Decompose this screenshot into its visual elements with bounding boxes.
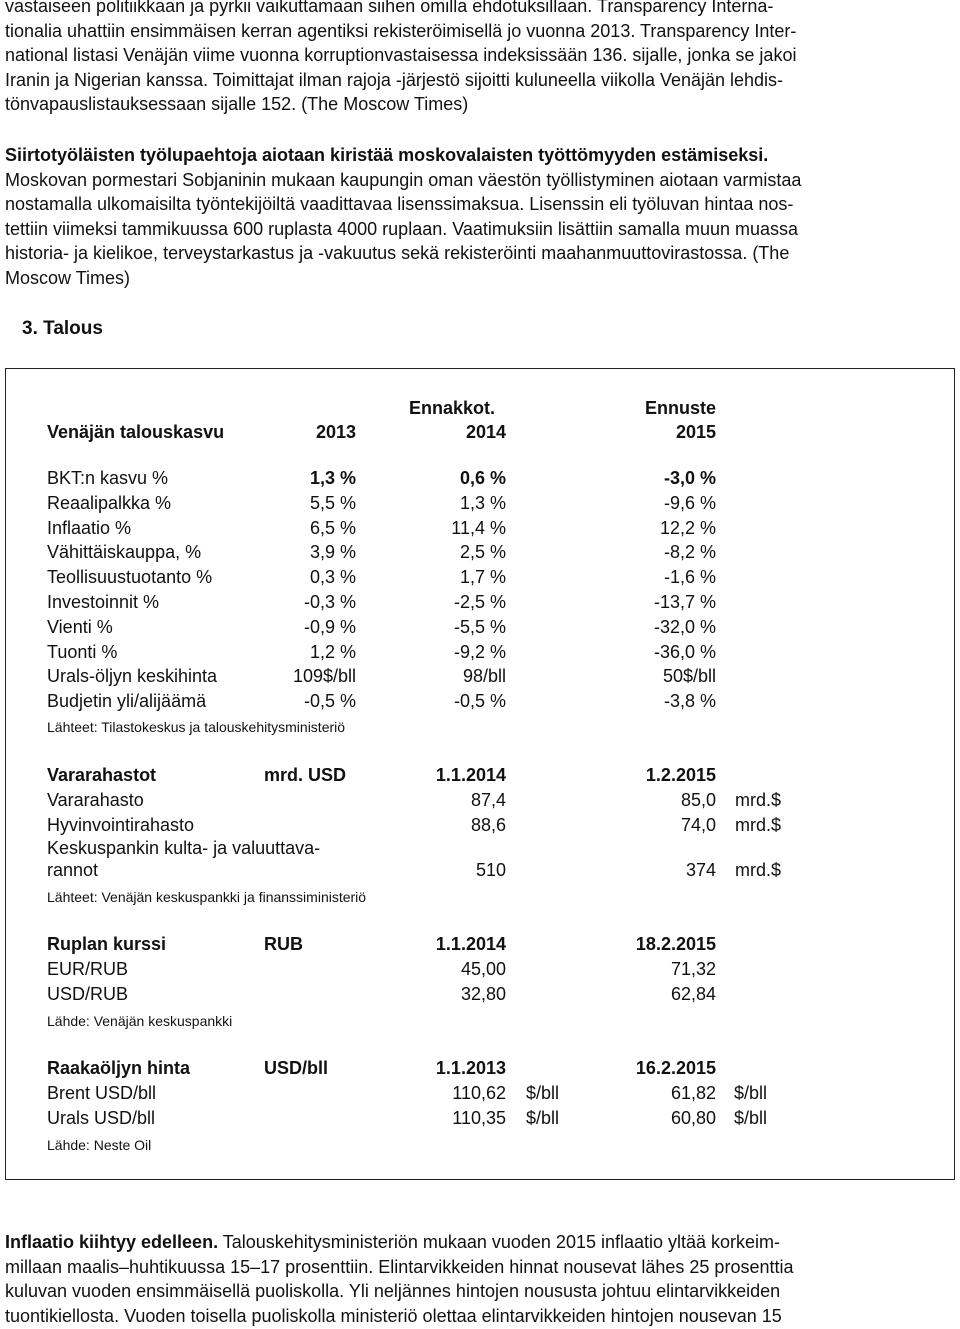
row-label: BKT:n kasvu % [47,468,169,488]
cell-value: 110,35 [452,1108,506,1128]
row-label: Keskuspankin kulta- ja valuuttava- [47,838,321,858]
cell-unit: mrd.$ [735,790,782,810]
cell-value: 1,7 % [459,567,506,588]
row-label: rannot [47,860,99,880]
text-line: tettiin viimeksi tammikuussa 600 ruplasta 4000 ruplaan. Vaatimuksiin lisättiin samalla muun muassa [5,218,799,239]
cell-value: 11,4 % [451,517,506,538]
cell-unit: mrd.$ [735,860,782,880]
col-header: 2015 [675,422,716,442]
cell-value: 32,80 [460,984,506,1004]
cell-value: 87,4 [470,790,506,810]
text-line: tionalia uhattiin ensimmäisen kerran agentiksi rekisteröimisellä jo vuonna 2013. Transparency Inter- [5,20,797,41]
cell-value: 85,0 [680,790,716,810]
cell-value: -9,2 % [453,641,506,662]
cell-value: -8,2 % [663,542,716,563]
row-label: Brent USD/bll [47,1083,157,1103]
cell-unit: mrd.$ [735,815,782,835]
cell-value: -3,0 % [663,468,716,488]
col-header: 1.1.2014 [435,934,506,954]
col-header: 2013 [315,422,356,442]
cell-value: 60,80 [670,1108,716,1128]
cell-value: 510 [475,860,506,880]
col-header: 16.2.2015 [635,1058,716,1078]
text-line: tönvapauslistauksessaan sijalle 152. (The Moscow Times) [5,94,469,114]
cell-value: 74,0 [680,815,716,835]
cell-value: -0,5 % [453,691,506,712]
paragraph-title: Siirtotyöläisten työlupaehtoja aiotaan kiristää moskovalaisten työttömyyden estämiseksi. [5,145,769,165]
cell-value: 1,3 % [459,492,506,513]
col-header: RUB [264,934,303,954]
cell-value: 12,2 % [659,517,716,538]
row-label: Urals USD/bll [47,1108,156,1128]
table-title: Vararahastot [47,765,157,785]
cell-value: 0,6 % [459,468,506,488]
row-label: Inflaatio % [47,517,132,538]
cell-value: -5,5 % [453,616,506,637]
cell-value: -13,7 % [653,592,716,612]
row-label: Tuonti % [47,641,118,662]
cell-value: -0,5 % [303,691,356,712]
col-header-top: Ennuste [644,398,716,418]
text-line: Iranin ja Nigerian kanssa. Toimittajat ilman rajoja -järjestö sijoitti kuluneella viikolla Venäjän lehdis- [5,69,784,90]
text-line: Moskovan pormestari Sobjaninin mukaan kaupungin oman väestön työllistyminen aiotaan varmistaa [5,169,802,190]
row-label: Vienti % [47,616,113,637]
cell-value: -3,8 % [663,691,716,712]
cell-value: 6,5 % [309,517,356,538]
row-label: Vararahasto [47,790,144,810]
col-header: mrd. USD [264,765,347,785]
cell-value: -0,3 % [303,592,356,612]
cell-value: 1,2 % [309,641,356,662]
cell-unit: $/bll [526,1108,560,1128]
table-title: Venäjän talouskasvu [47,422,225,442]
cell-value: 2,5 % [459,542,506,563]
text-line [5,1230,955,1255]
text-line: vastaiseen politiikkaan ja pyrkii vaikuttamaan siihen omilla ehdotuksillaan. Transparency Interna- [5,0,774,16]
row-label: Vähittäiskauppa, % [47,542,202,563]
text-line: national listasi Venäjän viime vuonna korruptionvastaisessa indeksissään 136. sijalle, jonka se jakoi [5,45,797,65]
cell-value: -2,5 % [453,592,506,612]
text-line: Moscow Times) [5,267,131,288]
cell-value: 0,3 % [309,567,356,588]
cell-unit: $/bll [734,1108,768,1128]
source-note: Lähteet: Tilastokeskus ja talouskehitysministeriö [47,719,346,735]
cell-value: -0,9 % [303,616,356,637]
col-header: 18.2.2015 [635,934,716,954]
source-note: Lähteet: Venäjän keskuspankki ja finanssiministeriö [47,889,367,905]
intro-paragraph [5,0,955,117]
cell-value: 98/bll [462,666,506,687]
cell-value: 45,00 [460,959,506,979]
text-line: tuontikiellosta. Vuoden toisella puoliskolla ministeriö olettaa elintarvikkeiden hintojen nousevan 15 [5,1305,782,1326]
col-header: 1.2.2015 [645,765,716,785]
cell-value: 88,6 [470,815,506,835]
col-header: 2014 [465,422,506,442]
economy-table-box [5,368,955,1180]
cell-unit: $/bll [526,1083,560,1103]
row-label: Reaalipalkka % [47,492,172,513]
row-label: Teollisuustuotanto % [47,567,213,588]
cell-value: 110,62 [452,1083,506,1103]
migrant-workers-paragraph [5,143,955,290]
cell-value: -36,0 % [653,641,716,662]
col-header: 1.1.2014 [435,765,506,785]
row-label: EUR/RUB [47,959,129,979]
cell-value: 50$/bll [662,666,716,687]
col-header: 1.1.2013 [435,1058,506,1078]
cell-value: 109$/bll [292,666,356,687]
source-note: Lähde: Neste Oil [47,1137,152,1153]
table-title: Raakaöljyn hinta [47,1058,191,1078]
section-heading: 3. Talous [22,318,103,339]
paragraph-title: Inflaatio kiihtyy edelleen. [5,1232,219,1252]
col-header: USD/bll [264,1058,329,1078]
row-label: Urals-öljyn keskihinta [47,666,218,687]
text-line: historia- ja kielikoe, terveystarkastus ja -vakuutus sekä rekisteröinti maahanmuuttovirastossa. (The [5,243,790,263]
row-label: Hyvinvointirahasto [47,815,195,835]
cell-unit: $/bll [734,1083,768,1103]
cell-value: 1,3 % [309,468,356,488]
text-line: nostamalla ulkomaisilta työntekijöiltä vaadittavaa lisenssimaksua. Lisenssin eli työluvan hintaa nos- [5,194,794,214]
inflation-paragraph [5,1230,955,1328]
cell-value: 71,32 [670,959,716,979]
cell-value: 3,9 % [309,542,356,563]
row-label: Budjetin yli/alijäämä [47,691,207,712]
cell-value: -32,0 % [653,616,716,637]
source-note: Lähde: Venäjän keskuspankki [47,1013,233,1029]
col-header-top: Ennakkot. [409,398,496,418]
row-label: USD/RUB [47,984,129,1004]
cell-value: 61,82 [670,1083,716,1103]
cell-value: -9,6 % [663,492,716,513]
row-label: Investoinnit % [47,592,160,612]
text-fragment: Talouskehitysministeriön mukaan vuoden 2015 inflaatio yltää korkeim- [218,1232,781,1252]
cell-value: 374 [685,860,716,880]
text-line: millaan maalis–huhtikuussa 15–17 prosenttiin. Elintarvikkeiden hinnat nousevat lähes 25 prosenttia [5,1256,794,1277]
cell-value: 62,84 [670,984,716,1004]
table-title: Ruplan kurssi [47,934,167,954]
text-line: kuluvan vuoden ensimmäisellä puoliskolla. Yli neljännes hintojen noususta johtuu elintarvikkeiden [5,1281,781,1301]
cell-value: -1,6 % [663,567,716,588]
cell-value: 5,5 % [309,492,356,513]
